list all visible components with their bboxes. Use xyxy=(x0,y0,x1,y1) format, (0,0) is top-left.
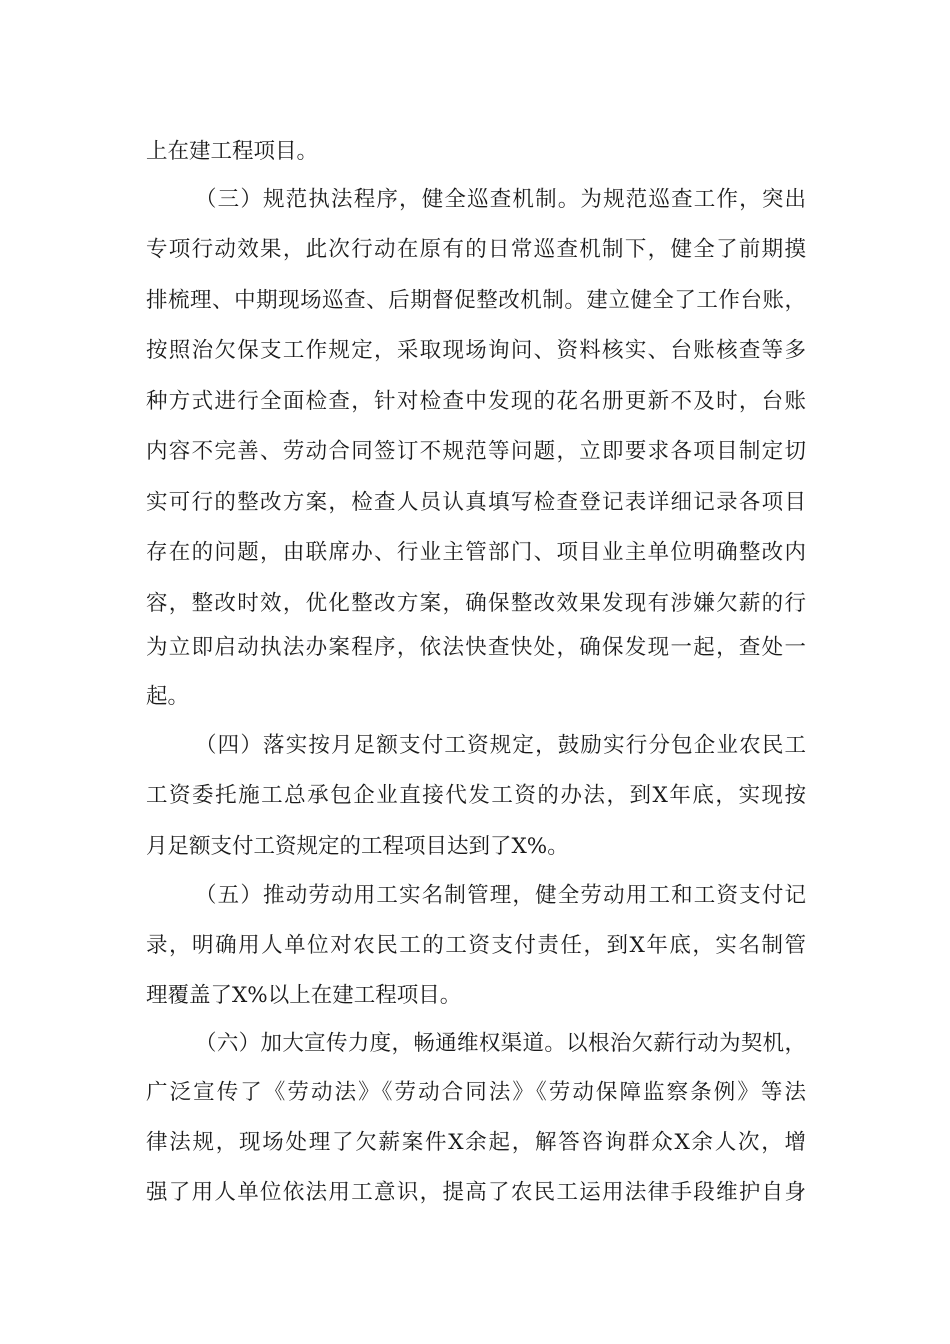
text-line: 种方式进行全面检查，针对检查中发现的花名册更新不及时，台账 xyxy=(146,389,806,414)
text-line: 广泛宣传了《劳动法》《劳动合同法》《劳动保障监察条例》等法 xyxy=(146,1080,806,1105)
text-line: 为立即启动执法办案程序，依法快查快处，确保发现一起，查处一 xyxy=(146,635,806,660)
text-line: 容，整改时效，优化整改方案，确保整改效果发现有涉嫌欠薪的行 xyxy=(146,591,806,616)
text-line: 录，明确用人单位对农民工的工资支付责任，到X年底，实名制管 xyxy=(146,933,806,958)
text-line: 按照治欠保支工作规定，采取现场询问、资料核实、台账核查等多 xyxy=(146,338,806,363)
text-line: 上在建工程项目。 xyxy=(146,139,319,164)
text-line: 理覆盖了X%以上在建工程项目。 xyxy=(146,983,462,1008)
text-line: 起。 xyxy=(146,684,190,709)
text-line: 强了用人单位依法用工意识，提高了农民工运用法律手段维护自身 xyxy=(146,1180,806,1205)
text-line: 排梳理、中期现场巡查、后期督促整改机制。建立健全了工作台账， xyxy=(146,288,806,313)
text-line: 存在的问题，由联席办、行业主管部门、项目业主单位明确整改内 xyxy=(146,540,806,565)
text-line: 月足额支付工资规定的工程项目达到了X%。 xyxy=(146,834,569,859)
text-line: 专项行动效果，此次行动在原有的日常巡查机制下，健全了前期摸 xyxy=(146,237,806,262)
text-line: 内容不完善、劳动合同签订不规范等问题，立即要求各项目制定切 xyxy=(146,439,806,464)
paragraph-heading-line: （六）加大宣传力度，畅通维权渠道。以根治欠薪行动为契机， xyxy=(195,1031,806,1056)
paragraph-heading-line: （五）推动劳动用工实名制管理，健全劳动用工和工资支付记 xyxy=(195,883,806,908)
text-line: 实可行的整改方案，检查人员认真填写检查登记表详细记录各项目 xyxy=(146,490,806,515)
paragraph-heading-line: （三）规范执法程序，健全巡查机制。为规范巡查工作，突出 xyxy=(195,187,806,212)
text-line: 律法规，现场处理了欠薪案件X余起，解答咨询群众X余人次，增 xyxy=(146,1130,806,1155)
text-line: 工资委托施工总承包企业直接代发工资的办法，到X年底，实现按 xyxy=(146,783,806,808)
paragraph-heading-line: （四）落实按月足额支付工资规定，鼓励实行分包企业农民工 xyxy=(195,733,806,758)
